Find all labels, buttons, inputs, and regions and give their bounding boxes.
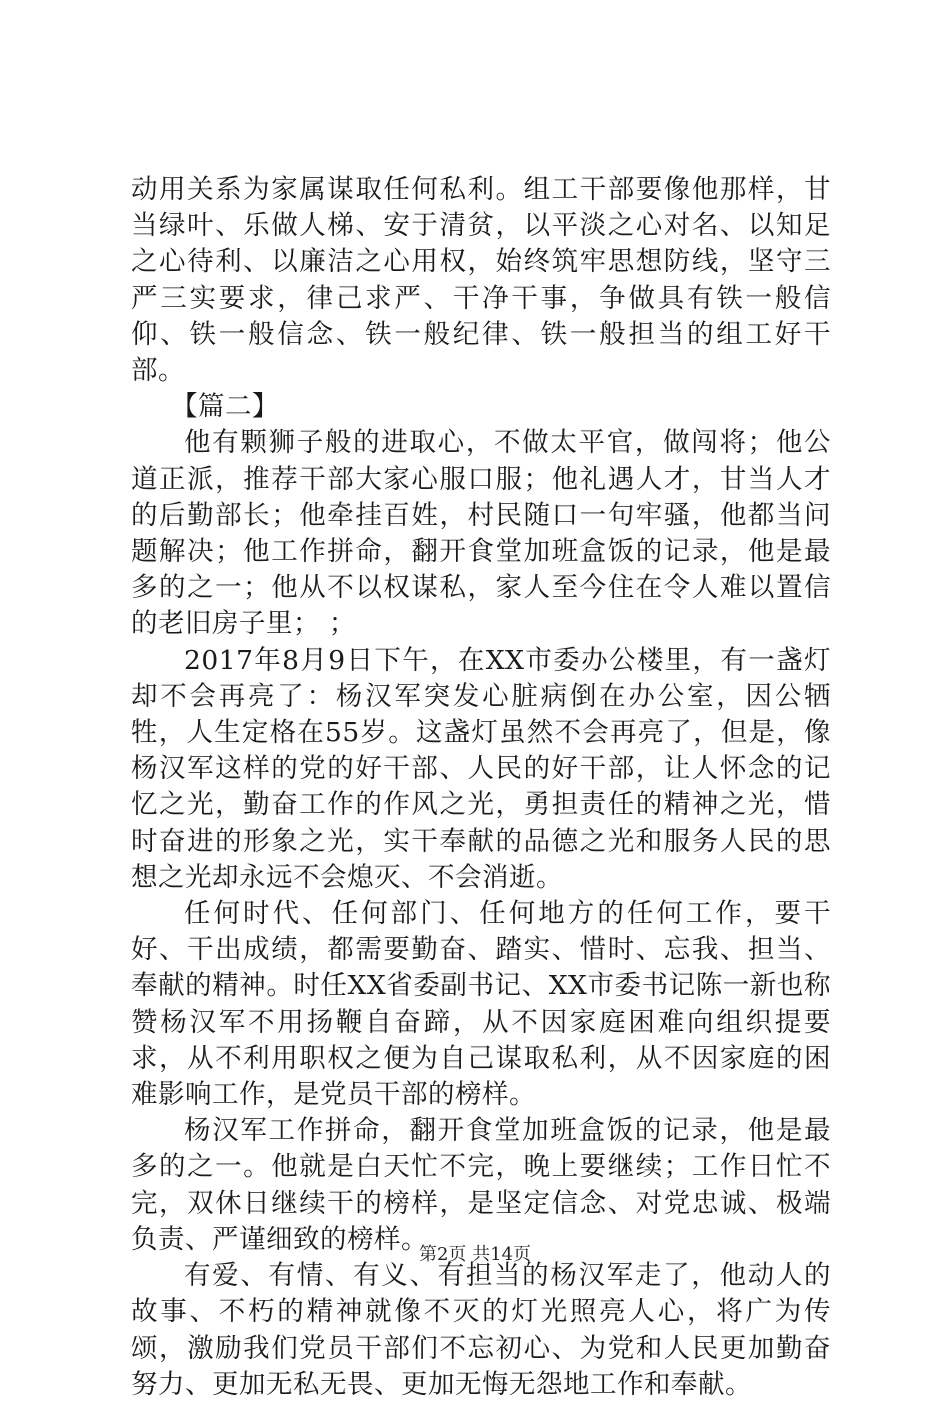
paragraph-1: 动用关系为家属谋取任何私利。组工干部要像他那样，甘当绿叶、乐做人梯、安于清贫，以平淡之心对名、以知足之心待利、以廉洁之心用权，始终筑牢思想防线，坚守三严三实要求，律己求严、干净干事，争做具有铁一般信仰、铁一般信念、铁一般纪律、铁一般担当的组工好干部。 xyxy=(131,174,831,387)
paragraph-2: 他有颗狮子般的进取心，不做太平官，做闯将；他公道正派，推荐干部大家心服口服；他礼遇人才，甘当人才的后勤部长；他牵挂百姓，村民随口一句牢骚，他都当问题解决；他工作拼命，翻开食堂加班盒饭的记录，他是最多的之一；他从不以权谋私，家人至今住在令人难以置信的老旧房子里； ； xyxy=(131,427,831,640)
paragraph-4: 任何时代、任何部门、任何地方的任何工作，要干好、干出成绩，都需要勤奋、踏实、惜时、忘我、担当、奉献的精神。时任XX省委副书记、XX市委书记陈一新也称赞杨汉军不用扬鞭自奋蹄，从不因家庭困难向组织提要求，从不利用职权之便为自己谋取私利，从不因家庭的困难影响工作，是党员干部的榜样。 xyxy=(131,898,831,1111)
document-body xyxy=(131,172,831,1403)
paragraph-5: 杨汉军工作拼命，翻开食堂加班盒饭的记录，他是最多的之一。他就是白天忙不完，晚上要继续；工作日忙不完，双休日继续干的榜样，是坚定信念、对党忠诚、极端负责、严谨细致的榜样。 xyxy=(131,1115,831,1255)
paragraph-3: 2017年8月9日下午，在XX市委办公楼里，有一盏灯却不会再亮了：杨汉军突发心脏病倒在办公室，因公牺牲，人生定格在55岁。这盏灯虽然不会再亮了，但是，像杨汉军这样的党的好干部、人民的好干部，让人怀念的记忆之光，勤奋工作的作风之光，勇担责任的精神之光，惜时奋进的形象之光，实干奉献的品德之光和服务人民的思想之光却永远不会熄灭、不会消逝。 xyxy=(131,644,831,893)
section-heading: 【篇二】 xyxy=(171,391,279,423)
paragraph-6: 有爱、有情、有义、有担当的杨汉军走了，他动人的故事、不朽的精神就像不灭的灯光照亮人心，将广为传颂，激励我们党员干部们不忘初心、为党和人民更加勤奋努力、更加无私无畏、更加无悔无怨地工作和奉献。 xyxy=(131,1260,831,1400)
page-number-footer: 第2页 共14页 xyxy=(418,1244,532,1265)
